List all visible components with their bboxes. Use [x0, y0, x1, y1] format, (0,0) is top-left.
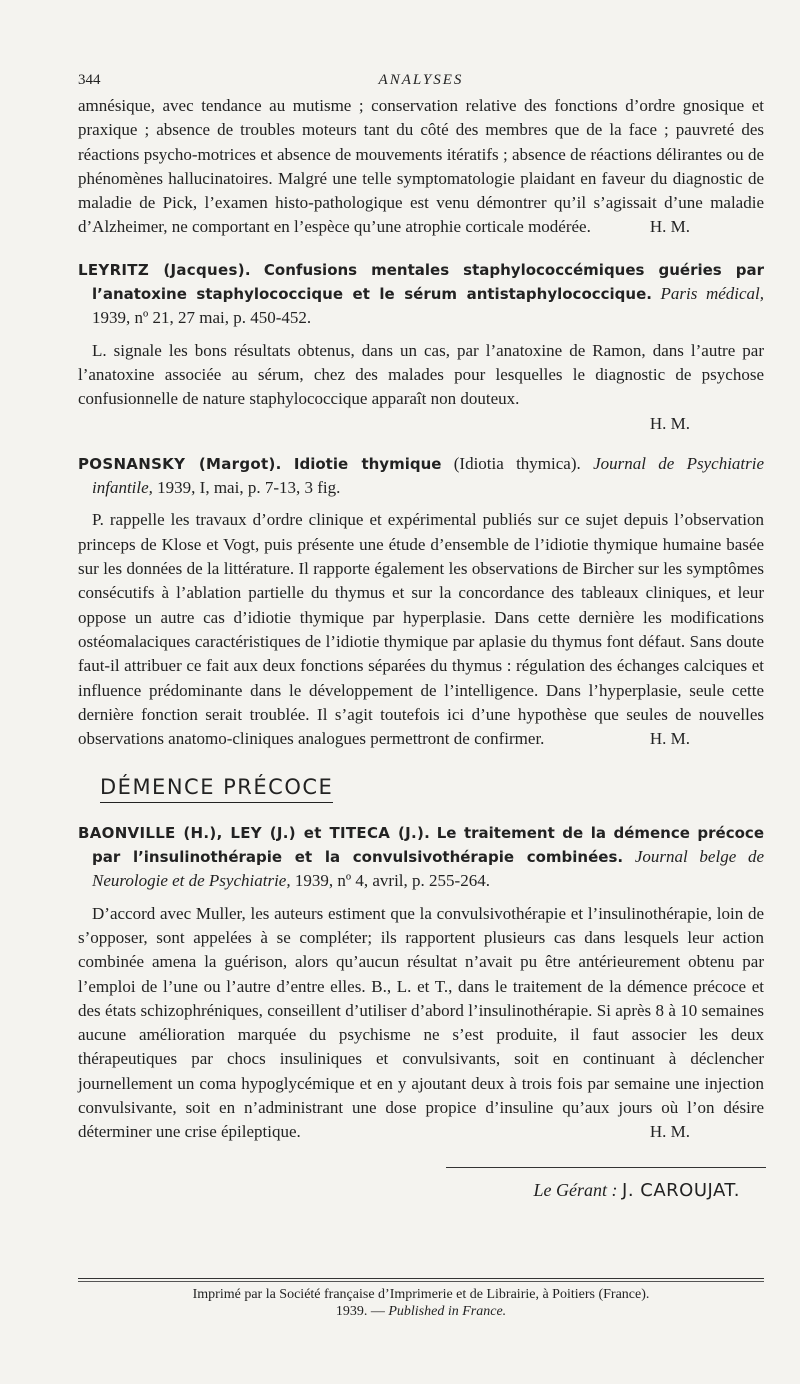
entry-heading	[78, 452, 764, 501]
section-title: DÉMENCE PRÉCOCE	[100, 775, 333, 802]
entry-journal: Journal de Psychiatrie infantile,	[92, 453, 765, 498]
entry-body-text: D’accord avec Muller, les auteurs estiment que la convulsivothérapie et l’insulinothérapie, loin de s’opposer, sont appelées à se compléter; ils rapportent plusieurs cas dans lesquels leur action combinée amena la guérison, alors qu’aucun résultat n’avait pu être antérieurement obtenu par l’emploi de l’une ou l’autre d’entre elles. B., L. et T., dans le traitement de la démence précoce et des états schizophréniques, conseillent d’utiliser d’abord l’insulinothérapie. Si après 8 à 10 semaines aucune amélioration marquée du psychisme ne s’est produite, il faut associer les deux thérapeutiques par chocs insuliniques et convulsivants, soit en continuant à déclencher journellement un coma hypoglycémique et en y ajoutant deux à trois fois par semaine une injection convulsivante, soit en n’administrant une dose propice d’insuline qu’aux jours où l’on désire déterminer une crise épileptique.	[78, 903, 764, 1142]
entry-journal: Paris médical,	[660, 284, 765, 304]
intro-text: amnésique, avec tendance au mutisme ; conservation relative des fonctions d’ordre gnosique et praxique ; absence de troubles moteurs tant du côté des membres que de la face ; pauvreté des réactions psycho-motrices et absence de mouvements itératifs ; absence de réactions délirantes ou de phénomènes hallucinatoires. Malgré une telle symptomatologie plaidant en faveur du diagnostic de maladie de Pick, l’examen histo-pathologique est venu démontrer qu’il s’agissait d’une maladie d’Alzheimer, ne comportant en l’espèce qu’une atrophie corticale modérée.	[78, 96, 764, 237]
gerant-label: Le Gérant :	[533, 1179, 618, 1200]
gerant-name: J. CAROUJAT.	[622, 1179, 740, 1201]
running-title: ANALYSES	[378, 72, 464, 88]
gerant-line	[78, 1178, 764, 1203]
imprint-published: Published in France.	[388, 1304, 507, 1319]
entry-title: Idiotie thymique	[293, 454, 442, 473]
entry-author: POSNANSKY (Margot).	[78, 454, 282, 473]
entry-title: Le traitement de la démence précoce par l’insulinothérapie et la convulsivothérapie combinées.	[92, 823, 764, 867]
entry-details: 1939, nº 21, 27 mai, p. 450-452.	[92, 308, 312, 328]
entry-signature: H. M.	[649, 1122, 690, 1142]
running-header	[78, 62, 764, 94]
entry-author: BAONVILLE (H.), LEY (J.) et TITECA (J.).	[78, 823, 431, 842]
page-number: 344	[78, 72, 101, 88]
footer-divider	[78, 1278, 764, 1279]
gerant-divider	[446, 1167, 766, 1168]
review-entry	[78, 821, 764, 1145]
intro-paragraph	[78, 94, 764, 240]
entry-author: LEYRITZ (Jacques).	[78, 260, 251, 279]
entry-body	[78, 902, 764, 1145]
imprint	[78, 1286, 764, 1320]
entry-body	[78, 508, 764, 751]
entry-title: Confusions mentales staphylococcémiques guéries par l’anatoxine staphylococcique et le sérum antistaphylococcique.	[92, 260, 764, 304]
footer-divider-thin	[78, 1281, 764, 1282]
entry-details: 1939, nº 4, avril, p. 255-264.	[294, 871, 490, 891]
entry-journal: Journal belge de Neurologie et de Psychiatrie,	[92, 847, 765, 891]
entry-signature: H. M.	[649, 729, 690, 749]
review-entry	[78, 258, 764, 436]
imprint-line-2	[78, 1303, 764, 1320]
entry-subtitle: (Idiotia thymica).	[453, 453, 581, 473]
imprint-line: Imprimé par la Société française d’Imprimerie et de Librairie, à Poitiers (France).	[192, 1287, 650, 1302]
intro-signature: H. M.	[649, 217, 690, 237]
review-entry	[78, 452, 764, 752]
entry-body: L. signale les bons résultats obtenus, dans un cas, par l’anatoxine de Ramon, dans l’autre par l’anatoxine associée au sérum, chez des malades pour lesquelles le diagnostic de psychose confusionnelle de nature staphylococcique apparaît non douteux.	[78, 340, 764, 409]
entry-details: 1939, I, mai, p. 7-13, 3 fig.	[157, 478, 341, 498]
entry-heading	[78, 258, 764, 331]
page	[78, 62, 764, 1203]
entry-body-text: P. rappelle les travaux d’ordre clinique et expérimental publiés sur ce sujet depuis l’observation princeps de Klose et Vogt, puis présente une étude d’ensemble de l’idiotie thymique humaine basée sur les données de la littérature. Il rapporte également les observations de Bircher sur les symptômes consécutifs à l’ablation partielle du thymus et sur la concordance des tableaux cliniques, et leur oppose un autre cas d’idiotie thymique par hyperplasie. Dans cette dernière les modifications ostéomalaciques caractéristiques de l’idiotie thymique par aplasie du thymus font défaut. Sans doute faut-il attribuer ce fait aux deux fonctions séparées du thymus : régulation des échanges calciques et influence prédominante dans le développement de l’intelligence. Dans l’hyperplasie, seule cette dernière fonction serait troublée. Il s’agit toutefois ici d’une hypothèse que seules de nouvelles observations anatomo-cliniques analogues permettront de confirmer.	[78, 510, 764, 749]
entry-signature: H. M.	[649, 413, 690, 433]
imprint-year: 1939. —	[335, 1304, 385, 1319]
entry-heading	[78, 821, 764, 894]
